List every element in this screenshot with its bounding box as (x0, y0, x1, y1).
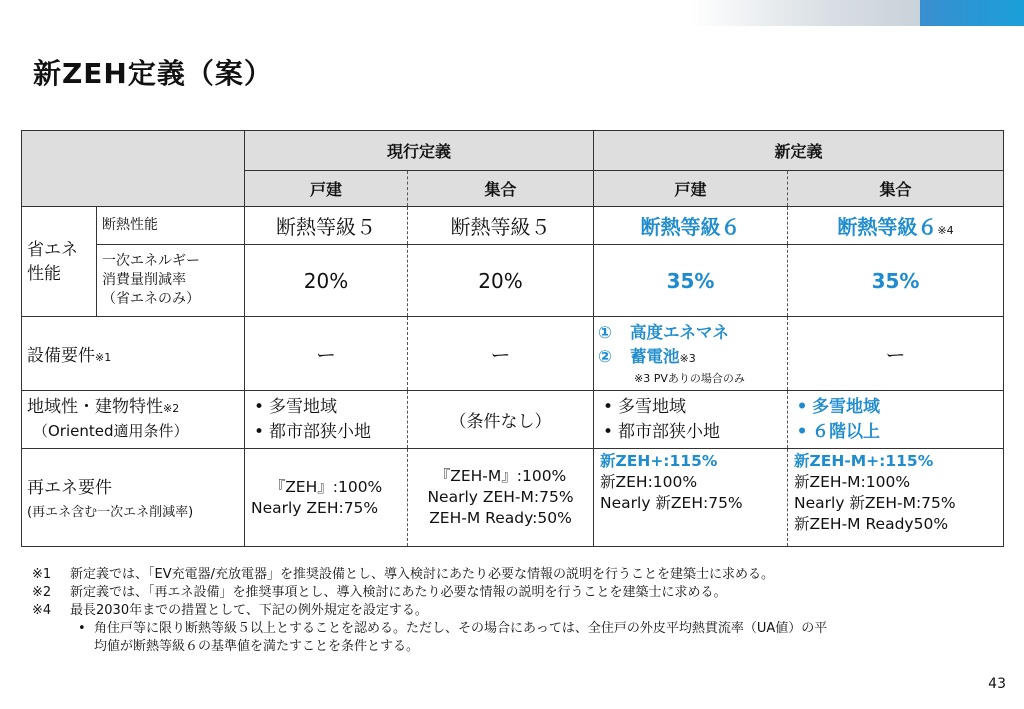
list-item: • 多雪地域 (792, 395, 1003, 420)
cell-current-collective-renewable (408, 449, 594, 547)
energy-saving-label: 省エネ性能 (27, 239, 78, 284)
list-item: • 多雪地域 (249, 395, 407, 420)
list-item: Nearly 新ZEH:75% (600, 494, 743, 512)
footnote-2-marker: ※2 (32, 585, 52, 600)
footnote-4-sub-line-2: 均値が断熱等級６の基準値を満たすことを条件とする。 (94, 639, 420, 654)
list-item: • 多雪地域 (598, 395, 787, 420)
cell-new-collective-primary-energy: 35% (788, 245, 1004, 317)
list-item: • 都市部狭小地 (598, 420, 787, 445)
item-2-text: 蓄電池 (630, 346, 680, 366)
top-gradient-strip (690, 0, 920, 26)
footnote-4-marker: ※4 (32, 603, 52, 618)
cell-new-collective-equipment: ー (788, 317, 1004, 391)
cell-current-detached-renewable (245, 449, 408, 547)
item-1-text: 高度エネマネ (630, 322, 730, 342)
row-label-equipment (22, 317, 245, 391)
list-item: 新ZEH-M Ready50% (794, 515, 949, 533)
cell-current-detached-insulation: 断熱等級５ (245, 207, 408, 245)
item-1-number: ① (598, 322, 612, 342)
list-item: 新ZEH-M+:115% (794, 452, 934, 470)
header-corner (22, 131, 245, 207)
cell-new-collective-renewable (788, 449, 1004, 547)
cell-new-detached-renewable (594, 449, 788, 547)
list-item: Nearly 新ZEH-M:75% (794, 494, 956, 512)
regional-label: 地域性・建物特性 (27, 397, 163, 417)
zeh-definition-table (21, 130, 1004, 547)
renewable-label: 再エネ要件 (27, 478, 112, 498)
note-2-marker: ※2 (163, 402, 180, 415)
list-item: 新ZEH:100% (600, 473, 698, 491)
top-decoration-bar (0, 0, 1024, 26)
equipment-item-1 (598, 321, 783, 345)
row-label-renewable (22, 449, 245, 547)
footnote-2-text: 新定義では、「再エネ設備」を推奨事項とし、導入検討にあたり必要な情報の説明を行うことを建築士に求める。 (70, 585, 727, 600)
item-2-number: ② (598, 346, 612, 366)
row-label-insulation: 断熱性能 (97, 207, 245, 245)
cell-new-detached-insulation: 断熱等級６ (594, 207, 788, 245)
cell-current-detached-regional (245, 391, 408, 449)
regional-label-2: （Oriented適用条件） (33, 422, 189, 440)
cell-current-detached-equipment: ー (245, 317, 408, 391)
footnote-4 (28, 602, 998, 620)
cell-current-collective-primary-energy: 20% (408, 245, 594, 317)
page-title: 新ZEH定義（案） (33, 57, 273, 90)
footnote-2 (28, 584, 998, 602)
footnote-4-sub (28, 620, 998, 656)
footnote-1-text: 新定義では、「EV充電器/充放電器」を推奨設備とし、導入検討にあたり必要な情報の説明を行うことを建築士に求める。 (70, 567, 774, 582)
renewable-label-2: (再エネ含む一次エネ削減率) (27, 505, 194, 520)
footnote-1 (28, 566, 998, 584)
row-label-energy-saving (22, 207, 97, 317)
note-3-marker: ※3 (679, 351, 696, 365)
footnote-1-marker: ※1 (32, 567, 52, 582)
list-item: • 都市部狭小地 (249, 420, 407, 445)
cell-new-collective-regional (788, 391, 1004, 449)
page-number: 43 (988, 676, 1006, 692)
note-1-marker: ※1 (95, 351, 112, 364)
primary-energy-label-2: 消費量削減率 (102, 272, 186, 288)
cell-new-detached-regional (594, 391, 788, 449)
regional-label-line-1 (27, 396, 244, 420)
cell-current-collective-regional: （条件なし） (408, 391, 594, 449)
header-new-definition: 新定義 (594, 131, 1004, 171)
list-item: • ６階以上 (792, 420, 1003, 445)
equipment-item-2 (598, 345, 783, 371)
primary-energy-label-1: 一次エネルギー (102, 253, 200, 269)
list-item: 『ZEH』:100% (269, 477, 383, 496)
list-item: 新ZEH+:115% (600, 452, 718, 470)
footnote-4-text: 最長2030年までの措置として、下記の例外規定を設定する。 (70, 603, 428, 618)
footnotes (28, 566, 998, 656)
footnote-4-sub-item (28, 620, 827, 656)
row-label-regional (22, 391, 245, 449)
cell-new-collective-insulation (788, 207, 1004, 245)
footnote-4-sub-line-1: 角住戸等に限り断熱等級５以上とすることを認める。ただし、その場合にあっては、全住戸の外皮平均熱貫流率（UA値）の平 (94, 621, 828, 636)
header-current-collective: 集合 (408, 171, 594, 207)
new-collective-insulation-value: 断熱等級６ (837, 215, 938, 239)
note-4-marker: ※4 (937, 224, 954, 237)
cell-current-collective-equipment: ー (408, 317, 594, 391)
bullet-icon: • (78, 621, 86, 636)
cell-current-collective-insulation: 断熱等級５ (408, 207, 594, 245)
header-new-detached: 戸建 (594, 171, 788, 207)
footnote-4-sub-text (94, 620, 827, 656)
header-current-detached: 戸建 (245, 171, 408, 207)
row-label-primary-energy (97, 245, 245, 317)
list-item: 『ZEH-M』:100% (434, 467, 567, 485)
list-item: Nearly ZEH:75% (251, 498, 379, 517)
note-3-text: ※3 PVありの場合のみ (634, 371, 745, 385)
primary-energy-label-3: （省エネのみ） (102, 291, 200, 307)
list-item: Nearly ZEH-M:75% (427, 488, 574, 506)
cell-new-detached-equipment (594, 317, 788, 391)
top-blue-strip (920, 0, 1024, 26)
cell-current-detached-primary-energy: 20% (245, 245, 408, 317)
header-current-definition: 現行定義 (245, 131, 594, 171)
cell-new-detached-primary-energy: 35% (594, 245, 788, 317)
list-item: ZEH-M Ready:50% (429, 509, 572, 527)
list-item: 新ZEH-M:100% (794, 473, 911, 491)
header-new-collective: 集合 (788, 171, 1004, 207)
equipment-label: 設備要件 (27, 346, 95, 366)
